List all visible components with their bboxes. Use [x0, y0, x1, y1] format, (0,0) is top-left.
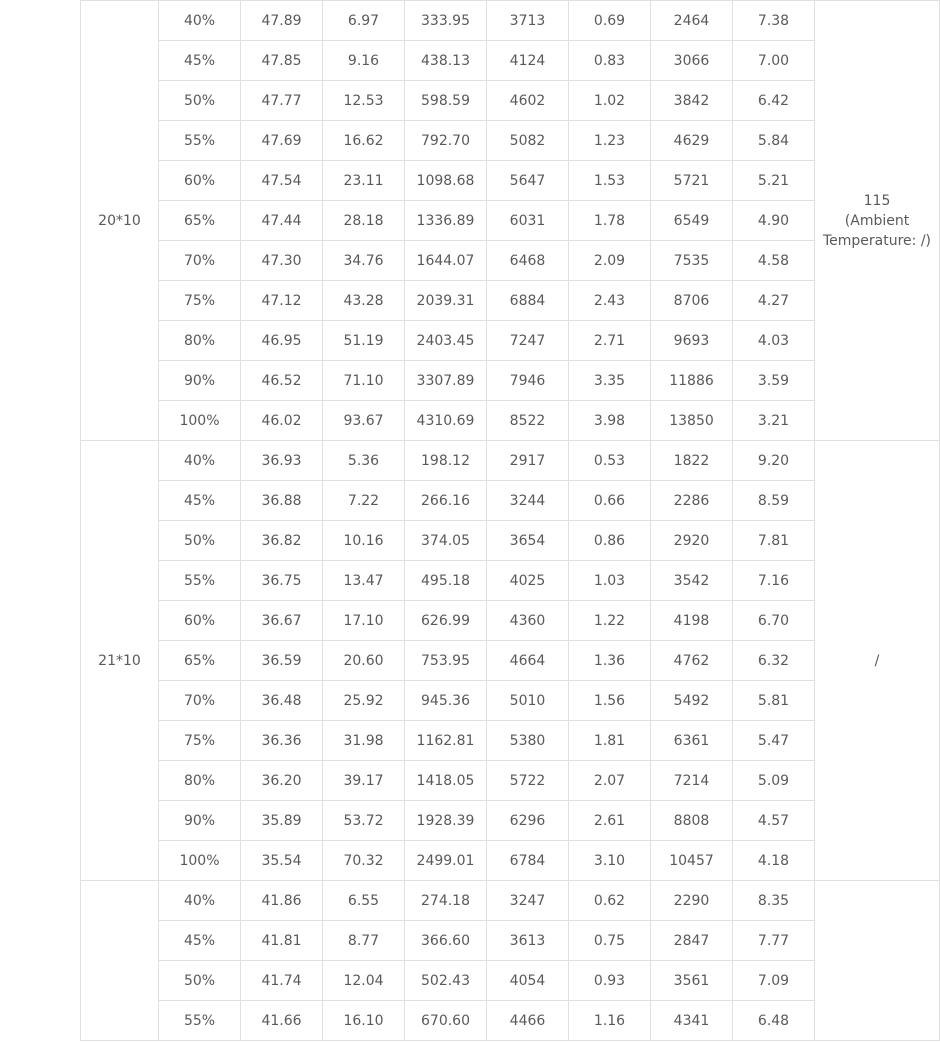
data-cell: 9.16: [323, 41, 405, 81]
data-cell: 16.62: [323, 121, 405, 161]
data-cell: 2847: [651, 921, 733, 961]
data-cell: 93.67: [323, 401, 405, 441]
data-cell: 46.95: [241, 321, 323, 361]
data-cell: 4602: [487, 81, 569, 121]
throttle-cell: 70%: [159, 241, 241, 281]
data-cell: 753.95: [405, 641, 487, 681]
note-cell: [815, 441, 940, 881]
throttle-cell: 50%: [159, 961, 241, 1001]
data-cell: 2039.31: [405, 281, 487, 321]
data-cell: 6.42: [733, 81, 815, 121]
data-cell: 2286: [651, 481, 733, 521]
data-cell: 1.16: [569, 1001, 651, 1041]
throttle-cell: 40%: [159, 1, 241, 41]
data-cell: 0.83: [569, 41, 651, 81]
data-cell: 1418.05: [405, 761, 487, 801]
data-cell: 2499.01: [405, 841, 487, 881]
data-cell: 8.59: [733, 481, 815, 521]
data-cell: 1.56: [569, 681, 651, 721]
table-row: [81, 841, 940, 881]
data-cell: 23.11: [323, 161, 405, 201]
data-cell: 1098.68: [405, 161, 487, 201]
data-cell: 1.03: [569, 561, 651, 601]
data-cell: 36.20: [241, 761, 323, 801]
data-cell: 6296: [487, 801, 569, 841]
data-cell: 5.21: [733, 161, 815, 201]
data-cell: 39.17: [323, 761, 405, 801]
data-cell: 7.00: [733, 41, 815, 81]
data-cell: 7247: [487, 321, 569, 361]
data-cell: 502.43: [405, 961, 487, 1001]
data-cell: 1928.39: [405, 801, 487, 841]
throttle-cell: 60%: [159, 161, 241, 201]
throttle-cell: 50%: [159, 81, 241, 121]
data-cell: 1162.81: [405, 721, 487, 761]
data-cell: 374.05: [405, 521, 487, 561]
note-line: 115: [863, 192, 891, 209]
data-cell: 4198: [651, 601, 733, 641]
data-cell: 7.77: [733, 921, 815, 961]
data-cell: 1.53: [569, 161, 651, 201]
data-cell: 274.18: [405, 881, 487, 921]
data-cell: 3713: [487, 1, 569, 41]
table-row: [81, 1001, 940, 1041]
data-cell: 36.36: [241, 721, 323, 761]
data-cell: 41.66: [241, 1001, 323, 1041]
data-cell: 3.21: [733, 401, 815, 441]
data-cell: 366.60: [405, 921, 487, 961]
data-cell: 16.10: [323, 1001, 405, 1041]
data-cell: 47.69: [241, 121, 323, 161]
throttle-cell: 45%: [159, 41, 241, 81]
throttle-cell: 80%: [159, 761, 241, 801]
data-cell: 31.98: [323, 721, 405, 761]
data-cell: 35.89: [241, 801, 323, 841]
data-cell: 4.57: [733, 801, 815, 841]
data-cell: 47.12: [241, 281, 323, 321]
throttle-cell: 45%: [159, 481, 241, 521]
data-cell: 4466: [487, 1001, 569, 1041]
data-cell: 36.75: [241, 561, 323, 601]
table-row: [81, 681, 940, 721]
data-cell: 5082: [487, 121, 569, 161]
data-cell: 2920: [651, 521, 733, 561]
data-cell: 3247: [487, 881, 569, 921]
data-cell: 11886: [651, 361, 733, 401]
data-cell: 6784: [487, 841, 569, 881]
data-cell: 626.99: [405, 601, 487, 641]
table-row: [81, 961, 940, 1001]
data-cell: 1.23: [569, 121, 651, 161]
data-cell: 945.36: [405, 681, 487, 721]
data-cell: 8.77: [323, 921, 405, 961]
data-cell: 20.60: [323, 641, 405, 681]
data-cell: 6884: [487, 281, 569, 321]
data-cell: 1.36: [569, 641, 651, 681]
throttle-cell: 90%: [159, 801, 241, 841]
note-line: /: [874, 652, 880, 669]
data-cell: 8522: [487, 401, 569, 441]
data-cell: 6.48: [733, 1001, 815, 1041]
data-cell: 2.43: [569, 281, 651, 321]
table-row: [81, 761, 940, 801]
table-row: [81, 121, 940, 161]
data-cell: 12.04: [323, 961, 405, 1001]
throttle-cell: 45%: [159, 921, 241, 961]
throttle-cell: 40%: [159, 881, 241, 921]
data-cell: 0.69: [569, 1, 651, 41]
data-cell: 5010: [487, 681, 569, 721]
data-cell: 35.54: [241, 841, 323, 881]
note-line: (Ambient: [844, 212, 910, 229]
data-cell: 7.16: [733, 561, 815, 601]
table-row: [81, 481, 940, 521]
data-cell: 3066: [651, 41, 733, 81]
data-cell: 36.93: [241, 441, 323, 481]
data-cell: 1336.89: [405, 201, 487, 241]
data-cell: 36.59: [241, 641, 323, 681]
data-cell: 792.70: [405, 121, 487, 161]
data-cell: 6361: [651, 721, 733, 761]
data-cell: 46.02: [241, 401, 323, 441]
throttle-cell: 60%: [159, 601, 241, 641]
data-cell: 6.70: [733, 601, 815, 641]
data-cell: 5722: [487, 761, 569, 801]
group-size-cell: 21*10: [81, 441, 159, 881]
table-row: [81, 521, 940, 561]
data-cell: 4341: [651, 1001, 733, 1041]
data-cell: 12.53: [323, 81, 405, 121]
data-cell: 266.16: [405, 481, 487, 521]
data-cell: 7.81: [733, 521, 815, 561]
data-cell: 0.93: [569, 961, 651, 1001]
data-cell: 41.74: [241, 961, 323, 1001]
note-line: Temperature: /): [822, 232, 932, 249]
data-cell: 5.47: [733, 721, 815, 761]
data-cell: 10457: [651, 841, 733, 881]
data-cell: 4124: [487, 41, 569, 81]
data-cell: 1.22: [569, 601, 651, 641]
group-size-cell: 20*10: [81, 1, 159, 441]
data-cell: 36.48: [241, 681, 323, 721]
note-cell: [815, 881, 940, 1041]
table-row: [81, 161, 940, 201]
data-cell: 670.60: [405, 1001, 487, 1041]
data-cell: 1.78: [569, 201, 651, 241]
table-row: [81, 241, 940, 281]
data-cell: 4025: [487, 561, 569, 601]
data-cell: 4.58: [733, 241, 815, 281]
data-cell: 3244: [487, 481, 569, 521]
table-row: [81, 361, 940, 401]
throttle-cell: 100%: [159, 401, 241, 441]
data-cell: 1644.07: [405, 241, 487, 281]
data-cell: 4629: [651, 121, 733, 161]
table-body: [81, 1, 940, 1041]
data-cell: 1822: [651, 441, 733, 481]
data-cell: 47.85: [241, 41, 323, 81]
data-cell: 438.13: [405, 41, 487, 81]
throttle-cell: 75%: [159, 281, 241, 321]
data-cell: 5492: [651, 681, 733, 721]
data-cell: 3613: [487, 921, 569, 961]
throttle-cell: 100%: [159, 841, 241, 881]
data-cell: 2290: [651, 881, 733, 921]
throttle-cell: 55%: [159, 121, 241, 161]
data-cell: 4.90: [733, 201, 815, 241]
table-row: [81, 801, 940, 841]
data-cell: 0.75: [569, 921, 651, 961]
data-cell: 9693: [651, 321, 733, 361]
table-row: [81, 561, 940, 601]
data-cell: 7535: [651, 241, 733, 281]
data-cell: 5647: [487, 161, 569, 201]
data-cell: 53.72: [323, 801, 405, 841]
data-cell: 6.32: [733, 641, 815, 681]
data-cell: 3307.89: [405, 361, 487, 401]
data-cell: 4.03: [733, 321, 815, 361]
table-row: [81, 441, 940, 481]
data-cell: 41.81: [241, 921, 323, 961]
data-cell: 6.55: [323, 881, 405, 921]
data-cell: 4.27: [733, 281, 815, 321]
data-cell: 495.18: [405, 561, 487, 601]
data-cell: 2403.45: [405, 321, 487, 361]
data-cell: 7946: [487, 361, 569, 401]
spec-table-container: [80, 0, 940, 1041]
data-cell: 7214: [651, 761, 733, 801]
throttle-cell: 90%: [159, 361, 241, 401]
data-cell: 25.92: [323, 681, 405, 721]
table-row: [81, 41, 940, 81]
data-cell: 3.98: [569, 401, 651, 441]
data-cell: 9.20: [733, 441, 815, 481]
data-cell: 3.35: [569, 361, 651, 401]
data-cell: 5.81: [733, 681, 815, 721]
data-cell: 2.71: [569, 321, 651, 361]
data-cell: 8.35: [733, 881, 815, 921]
data-cell: 2.61: [569, 801, 651, 841]
table-row: [81, 881, 940, 921]
data-cell: 51.19: [323, 321, 405, 361]
table-row: [81, 201, 940, 241]
data-cell: 5.36: [323, 441, 405, 481]
data-cell: 4.18: [733, 841, 815, 881]
table-row: [81, 281, 940, 321]
data-cell: 13.47: [323, 561, 405, 601]
data-cell: 47.30: [241, 241, 323, 281]
data-cell: 7.38: [733, 1, 815, 41]
throttle-cell: 80%: [159, 321, 241, 361]
data-cell: 5721: [651, 161, 733, 201]
data-cell: 8808: [651, 801, 733, 841]
data-cell: 6468: [487, 241, 569, 281]
data-cell: 3561: [651, 961, 733, 1001]
data-cell: 4664: [487, 641, 569, 681]
data-cell: 70.32: [323, 841, 405, 881]
data-cell: 47.44: [241, 201, 323, 241]
data-cell: 34.76: [323, 241, 405, 281]
data-cell: 2.09: [569, 241, 651, 281]
data-cell: 41.86: [241, 881, 323, 921]
table-row: [81, 601, 940, 641]
table-row: [81, 321, 940, 361]
data-cell: 4762: [651, 641, 733, 681]
data-cell: 1.02: [569, 81, 651, 121]
throttle-cell: 55%: [159, 1001, 241, 1041]
data-cell: 198.12: [405, 441, 487, 481]
data-cell: 6031: [487, 201, 569, 241]
data-cell: 47.54: [241, 161, 323, 201]
data-cell: 7.09: [733, 961, 815, 1001]
data-cell: 46.52: [241, 361, 323, 401]
data-cell: 5380: [487, 721, 569, 761]
throttle-cell: 65%: [159, 641, 241, 681]
table-row: [81, 721, 940, 761]
data-cell: 71.10: [323, 361, 405, 401]
data-cell: 0.62: [569, 881, 651, 921]
data-cell: 6549: [651, 201, 733, 241]
group-size-cell: [81, 881, 159, 1041]
throttle-cell: 50%: [159, 521, 241, 561]
throttle-cell: 75%: [159, 721, 241, 761]
data-cell: 47.77: [241, 81, 323, 121]
data-cell: 0.86: [569, 521, 651, 561]
performance-data-table: [80, 0, 940, 1041]
data-cell: 0.66: [569, 481, 651, 521]
data-cell: 3.59: [733, 361, 815, 401]
data-cell: 4054: [487, 961, 569, 1001]
data-cell: 2917: [487, 441, 569, 481]
data-cell: 333.95: [405, 1, 487, 41]
table-row: [81, 641, 940, 681]
table-row: [81, 921, 940, 961]
table-row: [81, 1, 940, 41]
data-cell: 3842: [651, 81, 733, 121]
data-cell: 5.84: [733, 121, 815, 161]
note-cell: [815, 1, 940, 441]
data-cell: 3654: [487, 521, 569, 561]
data-cell: 2464: [651, 1, 733, 41]
data-cell: 43.28: [323, 281, 405, 321]
data-cell: 0.53: [569, 441, 651, 481]
data-cell: 36.82: [241, 521, 323, 561]
data-cell: 3.10: [569, 841, 651, 881]
data-cell: 4360: [487, 601, 569, 641]
data-cell: 10.16: [323, 521, 405, 561]
throttle-cell: 65%: [159, 201, 241, 241]
data-cell: 1.81: [569, 721, 651, 761]
data-cell: 47.89: [241, 1, 323, 41]
data-cell: 598.59: [405, 81, 487, 121]
throttle-cell: 55%: [159, 561, 241, 601]
data-cell: 3542: [651, 561, 733, 601]
throttle-cell: 70%: [159, 681, 241, 721]
data-cell: 13850: [651, 401, 733, 441]
data-cell: 36.67: [241, 601, 323, 641]
data-cell: 5.09: [733, 761, 815, 801]
table-row: [81, 81, 940, 121]
data-cell: 4310.69: [405, 401, 487, 441]
data-cell: 6.97: [323, 1, 405, 41]
table-row: [81, 401, 940, 441]
data-cell: 8706: [651, 281, 733, 321]
data-cell: 2.07: [569, 761, 651, 801]
data-cell: 28.18: [323, 201, 405, 241]
data-cell: 36.88: [241, 481, 323, 521]
data-cell: 7.22: [323, 481, 405, 521]
data-cell: 17.10: [323, 601, 405, 641]
throttle-cell: 40%: [159, 441, 241, 481]
